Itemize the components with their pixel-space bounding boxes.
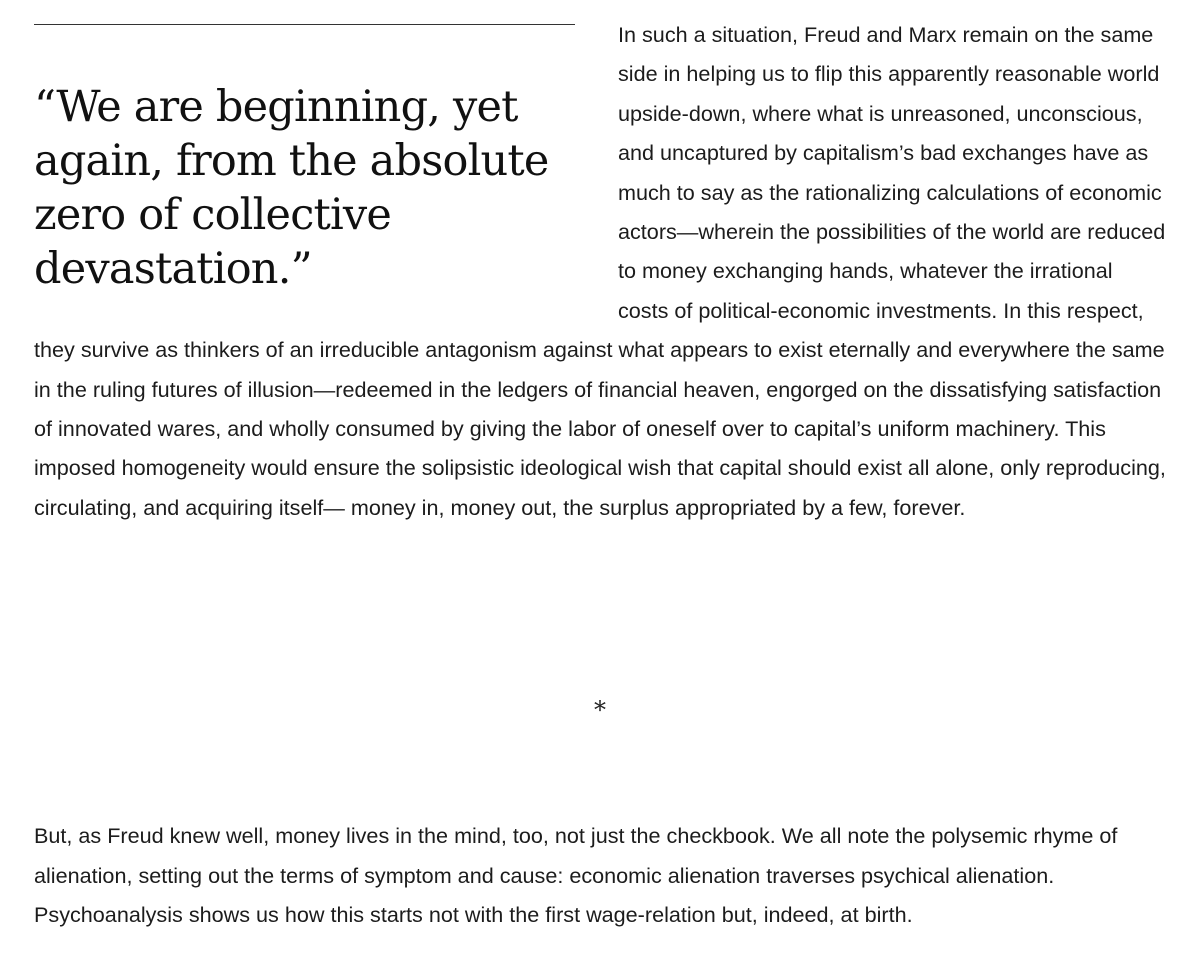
- article-body: [34, 0, 1168, 527]
- body-paragraph-2: But, as Freud knew well, money lives in the mind, too, not just the checkbook. We all note the polysemic rhyme of alienation, setting out the terms of symptom and cause: economic alienation traverses psychical alienation. Psychoanalysis shows us how this starts not with the first wage-relation but, indeed, at birth.: [34, 823, 1118, 928]
- section-break-asterisk: *: [594, 696, 606, 724]
- pull-quote-rule: [34, 24, 575, 25]
- pull-quote-text: “We are beginning, yet again, from the absolute zero of collective devastation.”: [34, 82, 549, 294]
- pull-quote: [34, 0, 575, 296]
- body-paragraph-1: In such a situation, Freud and Marx remain on the same side in helping us to flip this apparently reasonable world upside-down, where what is unreasoned, unconscious, and uncaptured by capitalism’s bad exchanges have as much to say as the rationalizing calculations of economic actors—wherein the possibilities of the world are reduced to money exchanging hands, whatever the irrational costs of political-economic investments. In this respect, they survive as thinkers of an irreducible antagonism against what appears to exist eternally and everywhere the same in the ruling futures of illusion—redeemed in the ledgers of financial heaven, engorged on the dissatisfying satisfaction of innovated wares, and wholly consumed by giving the labor of oneself over to capital’s uniform machinery. This imposed homogeneity would ensure the solipsistic ideological wish that capital should exist all alone, only reproducing, circulating, and acquiring itself— money in, money out, the surplus appropriated by a few, forever.: [34, 22, 1166, 520]
